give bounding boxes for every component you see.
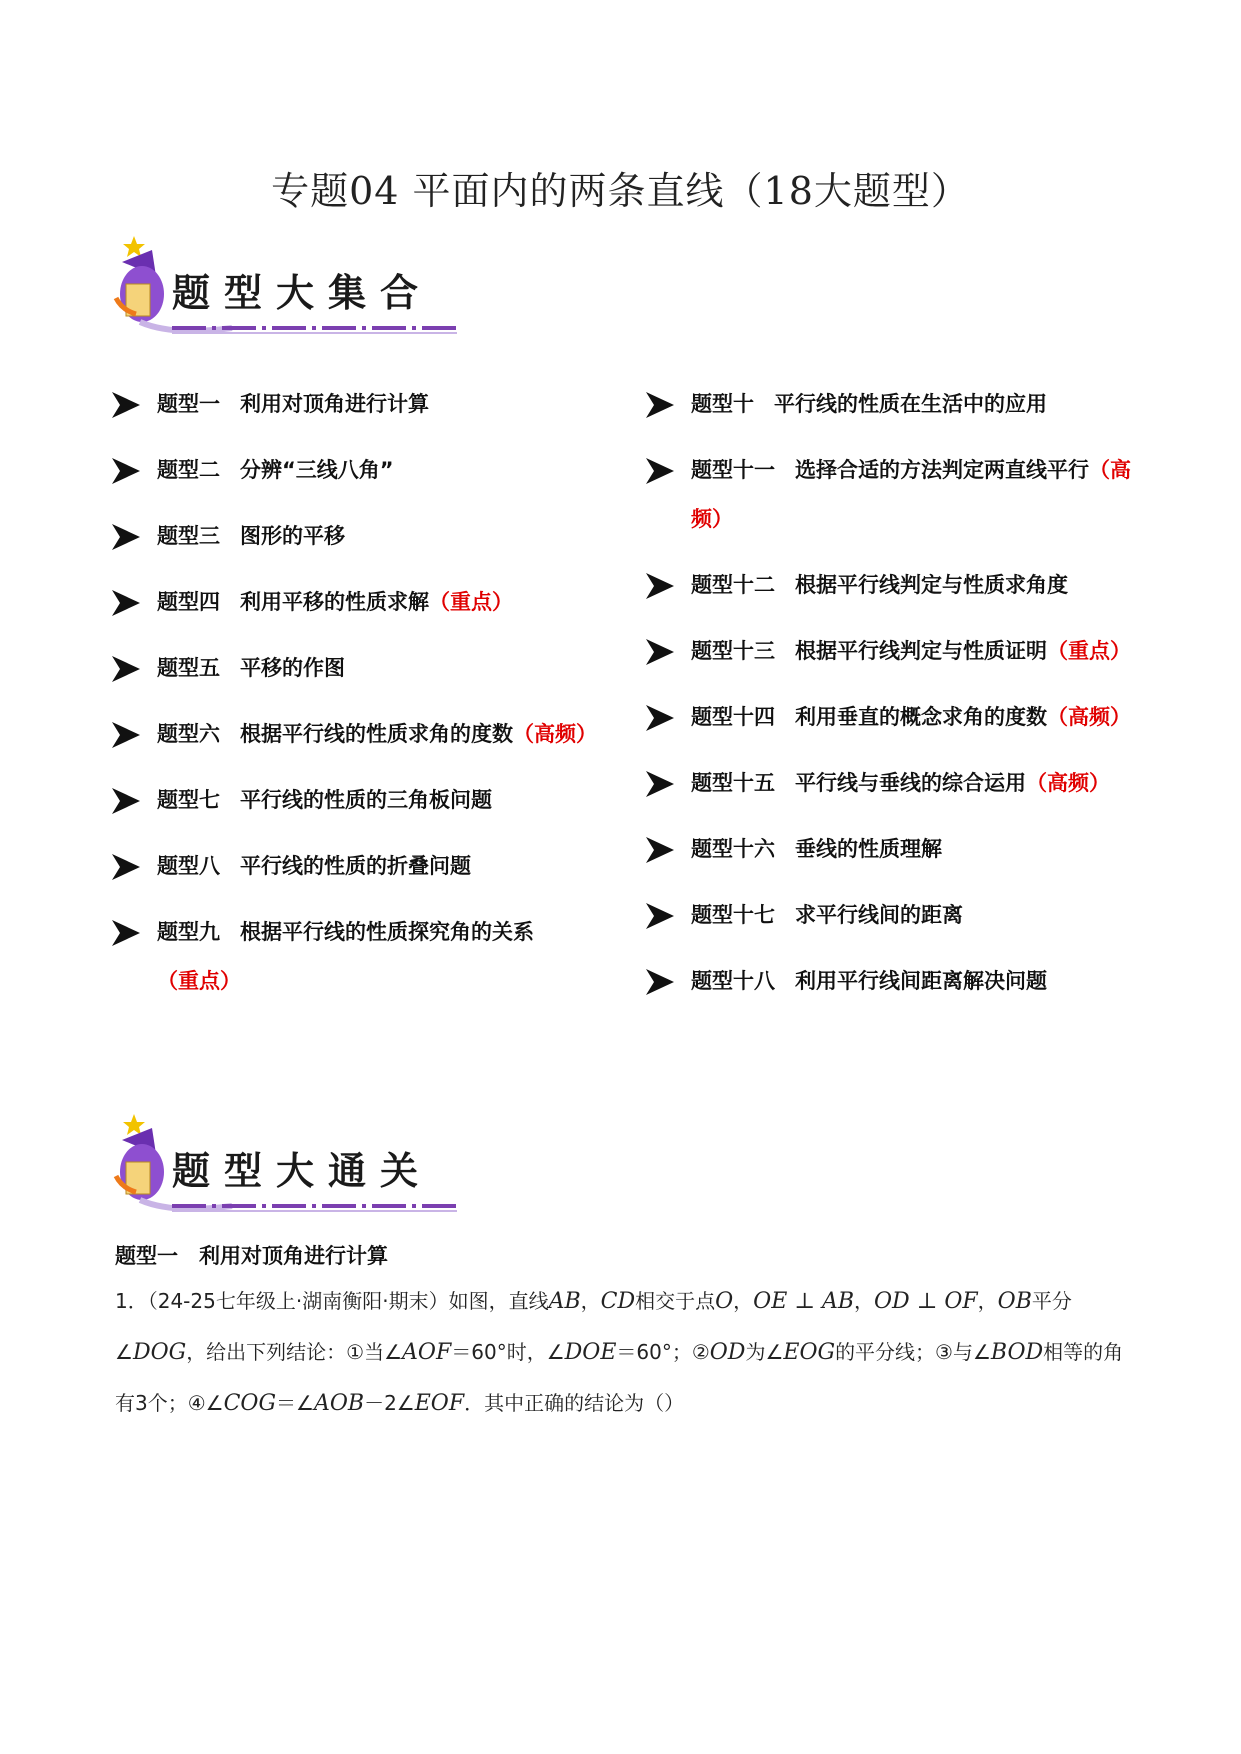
toc-item-number: 题型十七 bbox=[691, 903, 775, 927]
math-term: OD ⊥ OF bbox=[874, 1289, 978, 1314]
toc-item-number: 题型七 bbox=[157, 788, 220, 812]
math-term: DOE bbox=[564, 1340, 617, 1365]
toc-item-number: 题型十一 bbox=[691, 458, 775, 482]
question-text: 如图，直线 bbox=[448, 1289, 549, 1313]
toc-item-number: 题型四 bbox=[157, 590, 220, 614]
toc-item bbox=[112, 776, 612, 825]
toc-item-text: 根据平行线的性质探究角的关系 bbox=[240, 920, 534, 944]
banner-practice bbox=[112, 1110, 472, 1222]
question-text: ， bbox=[977, 1289, 998, 1313]
toc-item-tag: （高频） bbox=[513, 722, 597, 746]
toc-item-number: 题型十六 bbox=[691, 837, 775, 861]
toc-item bbox=[646, 693, 1136, 742]
toc-item-number: 题型六 bbox=[157, 722, 220, 746]
toc-item-number: 题型三 bbox=[157, 524, 220, 548]
arrowhead-bullet-icon bbox=[646, 392, 674, 418]
toc-item bbox=[112, 380, 612, 429]
question-text: ，给出下列结论：①当∠ bbox=[186, 1340, 403, 1364]
arrowhead-bullet-icon bbox=[646, 639, 674, 665]
question-1 bbox=[115, 1276, 1125, 1429]
toc-item-text: 平行线与垂线的综合运用 bbox=[795, 771, 1026, 795]
toc-item-number: 题型一 bbox=[157, 392, 220, 416]
toc-item-number: 题型十五 bbox=[691, 771, 775, 795]
toc-item-tag: （重点） bbox=[429, 590, 513, 614]
arrowhead-bullet-icon bbox=[112, 590, 140, 616]
toc-item bbox=[646, 446, 1136, 544]
toc-item bbox=[646, 627, 1136, 676]
math-term: OD bbox=[709, 1340, 746, 1365]
toc-left-column bbox=[112, 380, 612, 1023]
toc-item-number: 题型十二 bbox=[691, 573, 775, 597]
question-number: 1． bbox=[115, 1289, 148, 1313]
arrowhead-bullet-icon bbox=[646, 969, 674, 995]
toc-item-text: 根据平行线判定与性质求角度 bbox=[795, 573, 1068, 597]
toc-item-number: 题型十八 bbox=[691, 969, 775, 993]
toc-item-tag: （重点） bbox=[157, 969, 241, 993]
toc-item bbox=[646, 957, 1136, 1006]
math-term: DOG bbox=[132, 1340, 187, 1365]
math-term: CD bbox=[600, 1289, 636, 1314]
question-text: ＝60°时，∠ bbox=[451, 1340, 565, 1364]
question-text: ．其中正确的结论为（） bbox=[464, 1391, 685, 1415]
toc-item-text: 图形的平移 bbox=[240, 524, 345, 548]
question-text: ， bbox=[580, 1289, 601, 1313]
math-term: EOG bbox=[783, 1340, 836, 1365]
arrowhead-bullet-icon bbox=[646, 903, 674, 929]
question-text: ， bbox=[854, 1289, 874, 1313]
toc-item bbox=[112, 578, 612, 627]
toc-right-column bbox=[646, 380, 1136, 1023]
toc-item bbox=[112, 446, 612, 495]
math-term: OB bbox=[997, 1289, 1032, 1314]
arrowhead-bullet-icon bbox=[112, 656, 140, 682]
toc-item-text: 选择合适的方法判定两直线平行 bbox=[795, 458, 1089, 482]
question-text: 平分∠ bbox=[115, 1289, 1072, 1364]
toc-item-text: 分辨“三线八角” bbox=[240, 458, 394, 482]
banner-collection-text: 题型大集合 bbox=[172, 270, 433, 315]
math-term: AOB bbox=[313, 1391, 365, 1416]
toc-item bbox=[112, 842, 612, 891]
arrowhead-bullet-icon bbox=[112, 854, 140, 880]
toc-item-text: 求平行线间的距离 bbox=[795, 903, 963, 927]
toc-item-text: 平行线的性质的折叠问题 bbox=[240, 854, 471, 878]
math-term: O bbox=[715, 1289, 734, 1314]
arrowhead-bullet-icon bbox=[646, 837, 674, 863]
math-term: OE ⊥ AB bbox=[753, 1289, 854, 1314]
toc-item-number: 题型八 bbox=[157, 854, 220, 878]
toc-item-text: 利用平行线间距离解决问题 bbox=[795, 969, 1047, 993]
question-text: 的平分线；③与∠ bbox=[835, 1340, 991, 1364]
question-text: －2∠ bbox=[364, 1391, 415, 1415]
toc-item-text: 平行线的性质在生活中的应用 bbox=[774, 392, 1047, 416]
arrowhead-bullet-icon bbox=[112, 392, 140, 418]
question-source: （24-25七年级上·湖南衡阳·期末） bbox=[147, 1289, 449, 1313]
arrowhead-bullet-icon bbox=[646, 705, 674, 731]
toc-item-text: 利用垂直的概念求角的度数 bbox=[795, 705, 1047, 729]
page-title: 专题04 平面内的两条直线（18大题型） bbox=[271, 169, 970, 213]
toc-item-text: 根据平行线判定与性质证明 bbox=[795, 639, 1047, 663]
toc-item bbox=[646, 759, 1136, 808]
arrowhead-bullet-icon bbox=[646, 771, 674, 797]
toc-item bbox=[646, 561, 1136, 610]
question-text: 相交于点 bbox=[635, 1289, 716, 1313]
toc-item bbox=[112, 512, 612, 561]
toc-item-tag: （高频） bbox=[691, 458, 1131, 531]
math-term: EOF bbox=[414, 1391, 465, 1416]
math-term: AOF bbox=[402, 1340, 452, 1365]
toc-item-text: 利用对顶角进行计算 bbox=[240, 392, 429, 416]
arrowhead-bullet-icon bbox=[112, 458, 140, 484]
arrowhead-bullet-icon bbox=[646, 573, 674, 599]
toc-item-number: 题型十三 bbox=[691, 639, 775, 663]
banner-practice-text: 题型大通关 bbox=[172, 1148, 433, 1193]
question-text: ＝∠ bbox=[276, 1391, 314, 1415]
toc-item-number: 题型二 bbox=[157, 458, 220, 482]
toc-item-tag: （高频） bbox=[1026, 771, 1110, 795]
arrowhead-bullet-icon bbox=[112, 524, 140, 550]
toc-item-text: 根据平行线的性质求角的度数 bbox=[240, 722, 513, 746]
math-term: AB bbox=[548, 1289, 581, 1314]
toc-item-tag: （重点） bbox=[1047, 639, 1131, 663]
question-text: 为∠ bbox=[745, 1340, 784, 1364]
toc-item bbox=[112, 908, 612, 1006]
toc-item bbox=[646, 891, 1136, 940]
question-text: ＝60°；② bbox=[616, 1340, 710, 1364]
section-heading: 题型一 利用对顶角进行计算 bbox=[115, 1244, 388, 1268]
math-term: COG bbox=[223, 1391, 277, 1416]
toc-item-number: 题型五 bbox=[157, 656, 220, 680]
toc-item-text: 平移的作图 bbox=[240, 656, 345, 680]
arrowhead-bullet-icon bbox=[646, 458, 674, 484]
toc-item bbox=[112, 644, 612, 693]
toc-item bbox=[646, 825, 1136, 874]
arrowhead-bullet-icon bbox=[112, 788, 140, 814]
question-text: ， bbox=[733, 1289, 754, 1313]
arrowhead-bullet-icon bbox=[112, 920, 140, 946]
banner-collection bbox=[112, 232, 472, 344]
toc-item-text: 平行线的性质的三角板问题 bbox=[240, 788, 492, 812]
toc-item-number: 题型十 bbox=[691, 392, 754, 416]
toc-item-number: 题型十四 bbox=[691, 705, 775, 729]
math-term: BOD bbox=[990, 1340, 1044, 1365]
toc-item bbox=[646, 380, 1136, 429]
toc-item bbox=[112, 710, 612, 759]
question-text: 相等的角有3个；④∠ bbox=[115, 1340, 1124, 1415]
toc-item-text: 垂线的性质理解 bbox=[795, 837, 942, 861]
arrowhead-bullet-icon bbox=[112, 722, 140, 748]
toc-item-tag: （高频） bbox=[1047, 705, 1131, 729]
toc-item-text: 利用平移的性质求解 bbox=[240, 590, 429, 614]
toc-item-number: 题型九 bbox=[157, 920, 220, 944]
